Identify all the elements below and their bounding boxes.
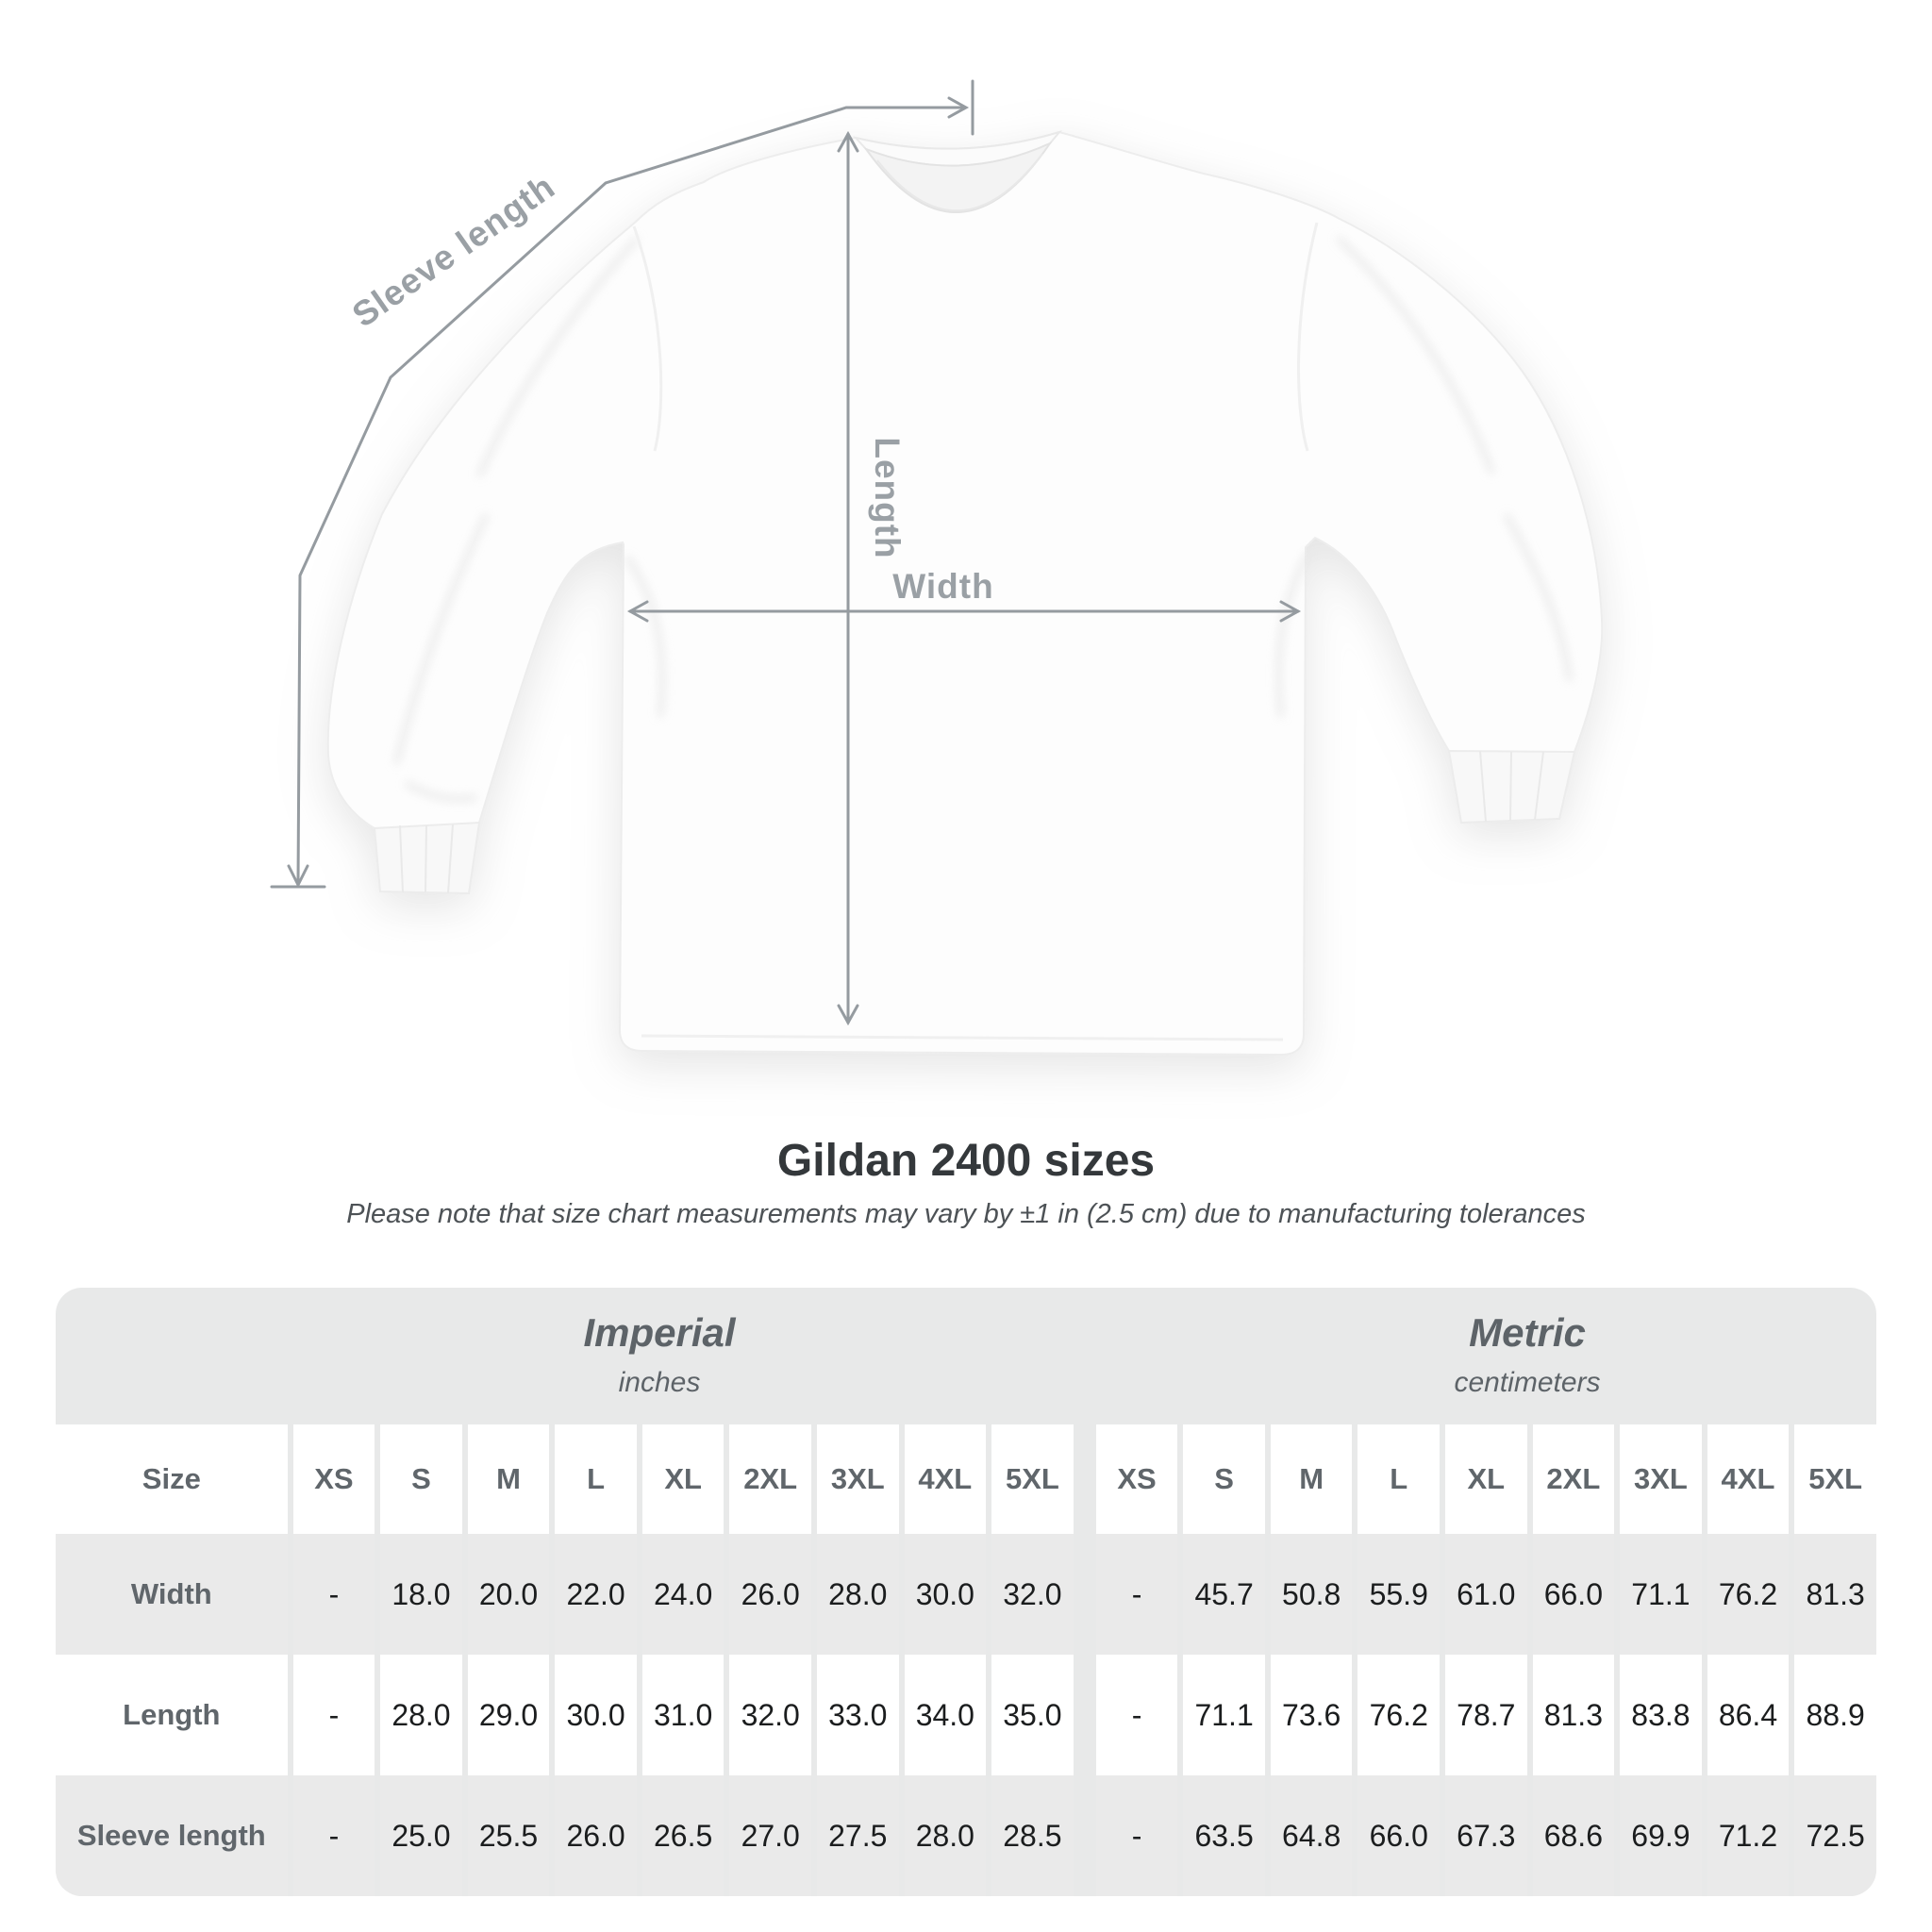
table-row-sleeve-length <box>56 1775 1876 1896</box>
value-cell: 28.5 <box>991 1775 1074 1896</box>
value-cell: 28.0 <box>817 1534 899 1655</box>
value-cell: 35.0 <box>991 1655 1074 1775</box>
column-header-size: Size <box>56 1424 288 1534</box>
sleeve-length-label: Sleeve length <box>345 166 562 335</box>
value-cell: - <box>293 1775 375 1896</box>
value-cell: 81.3 <box>1794 1534 1876 1655</box>
group-unit-metric: centimeters <box>1454 1367 1601 1398</box>
table-header-row <box>56 1424 1876 1534</box>
column-header-imperial-3xl: 3XL <box>817 1424 899 1534</box>
value-cell: 68.6 <box>1533 1775 1615 1896</box>
value-cell: 71.2 <box>1707 1775 1790 1896</box>
value-cell: 32.0 <box>729 1655 811 1775</box>
column-header-metric-5xl: 5XL <box>1794 1424 1876 1534</box>
column-header-metric-4xl: 4XL <box>1707 1424 1790 1534</box>
group-header-imperial <box>56 1310 1263 1399</box>
row-label-width: Width <box>56 1534 288 1655</box>
value-cell: 76.2 <box>1707 1534 1790 1655</box>
row-label-sleeve-length: Sleeve length <box>56 1775 288 1896</box>
value-cell: 61.0 <box>1445 1534 1527 1655</box>
column-header-metric-2xl: 2XL <box>1533 1424 1615 1534</box>
column-header-imperial-xs: XS <box>293 1424 375 1534</box>
value-cell: 66.0 <box>1357 1775 1440 1896</box>
group-separator <box>1079 1775 1091 1896</box>
table-row-width <box>56 1534 1876 1655</box>
value-cell: 72.5 <box>1794 1775 1876 1896</box>
value-cell: 73.6 <box>1271 1655 1353 1775</box>
row-label-length: Length <box>56 1655 288 1775</box>
value-cell: - <box>293 1655 375 1775</box>
value-cell: 71.1 <box>1620 1534 1702 1655</box>
value-cell: 67.3 <box>1445 1775 1527 1896</box>
width-label: Width <box>892 567 994 606</box>
value-cell: 76.2 <box>1357 1655 1440 1775</box>
column-header-metric-3xl: 3XL <box>1620 1424 1702 1534</box>
value-cell: 45.7 <box>1183 1534 1265 1655</box>
value-cell: 33.0 <box>817 1655 899 1775</box>
column-header-imperial-m: M <box>468 1424 550 1534</box>
chart-title: Gildan 2400 sizes <box>776 1136 1156 1186</box>
value-cell: - <box>1096 1775 1178 1896</box>
group-name-metric: Metric <box>1469 1310 1586 1355</box>
value-cell: 83.8 <box>1620 1655 1702 1775</box>
value-cell: 86.4 <box>1707 1655 1790 1775</box>
value-cell: 78.7 <box>1445 1655 1527 1775</box>
value-cell: 27.0 <box>729 1775 811 1896</box>
value-cell: 30.0 <box>905 1534 987 1655</box>
value-cell: - <box>1096 1655 1178 1775</box>
column-header-metric-s: S <box>1183 1424 1265 1534</box>
column-header-imperial-5xl: 5XL <box>991 1424 1074 1534</box>
value-cell: 55.9 <box>1357 1534 1440 1655</box>
column-header-imperial-s: S <box>380 1424 462 1534</box>
value-cell: 32.0 <box>991 1534 1074 1655</box>
value-cell: 27.5 <box>817 1775 899 1896</box>
value-cell: 26.0 <box>555 1775 637 1896</box>
value-cell: 31.0 <box>642 1655 724 1775</box>
value-cell: 71.1 <box>1183 1655 1265 1775</box>
value-cell: - <box>1096 1534 1178 1655</box>
value-cell: 22.0 <box>555 1534 637 1655</box>
column-header-metric-l: L <box>1357 1424 1440 1534</box>
group-separator <box>1079 1655 1091 1775</box>
value-cell: 18.0 <box>380 1534 462 1655</box>
value-cell: 30.0 <box>555 1655 637 1775</box>
column-header-imperial-xl: XL <box>642 1424 724 1534</box>
column-header-imperial-l: L <box>555 1424 637 1534</box>
value-cell: 81.3 <box>1533 1655 1615 1775</box>
value-cell: 69.9 <box>1620 1775 1702 1896</box>
value-cell: 28.0 <box>380 1655 462 1775</box>
value-cell: 25.0 <box>380 1775 462 1896</box>
column-header-imperial-2xl: 2XL <box>729 1424 811 1534</box>
column-header-metric-xl: XL <box>1445 1424 1527 1534</box>
value-cell: 66.0 <box>1533 1534 1615 1655</box>
value-cell: 64.8 <box>1271 1775 1353 1896</box>
size-table-panel <box>56 1288 1876 1896</box>
group-header-metric <box>1112 1310 1876 1399</box>
group-separator <box>1079 1424 1091 1534</box>
chart-subtitle: Please note that size chart measurements may vary by ±1 in (2.5 cm) due to manufacturing tolerances <box>346 1199 1586 1229</box>
value-cell: 26.0 <box>729 1534 811 1655</box>
value-cell: 63.5 <box>1183 1775 1265 1896</box>
value-cell: - <box>293 1534 375 1655</box>
length-label: Length <box>868 437 907 559</box>
group-separator <box>1079 1534 1091 1655</box>
group-name-imperial: Imperial <box>583 1310 736 1355</box>
column-header-metric-xs: XS <box>1096 1424 1178 1534</box>
value-cell: 50.8 <box>1271 1534 1353 1655</box>
column-header-metric-m: M <box>1271 1424 1353 1534</box>
value-cell: 24.0 <box>642 1534 724 1655</box>
value-cell: 29.0 <box>468 1655 550 1775</box>
value-cell: 34.0 <box>905 1655 987 1775</box>
value-cell: 28.0 <box>905 1775 987 1896</box>
value-cell: 25.5 <box>468 1775 550 1896</box>
column-header-imperial-4xl: 4XL <box>905 1424 987 1534</box>
table-row-length <box>56 1655 1876 1775</box>
value-cell: 88.9 <box>1794 1655 1876 1775</box>
group-unit-imperial: inches <box>618 1367 701 1398</box>
value-cell: 20.0 <box>468 1534 550 1655</box>
size-table <box>56 1424 1876 1896</box>
value-cell: 26.5 <box>642 1775 724 1896</box>
